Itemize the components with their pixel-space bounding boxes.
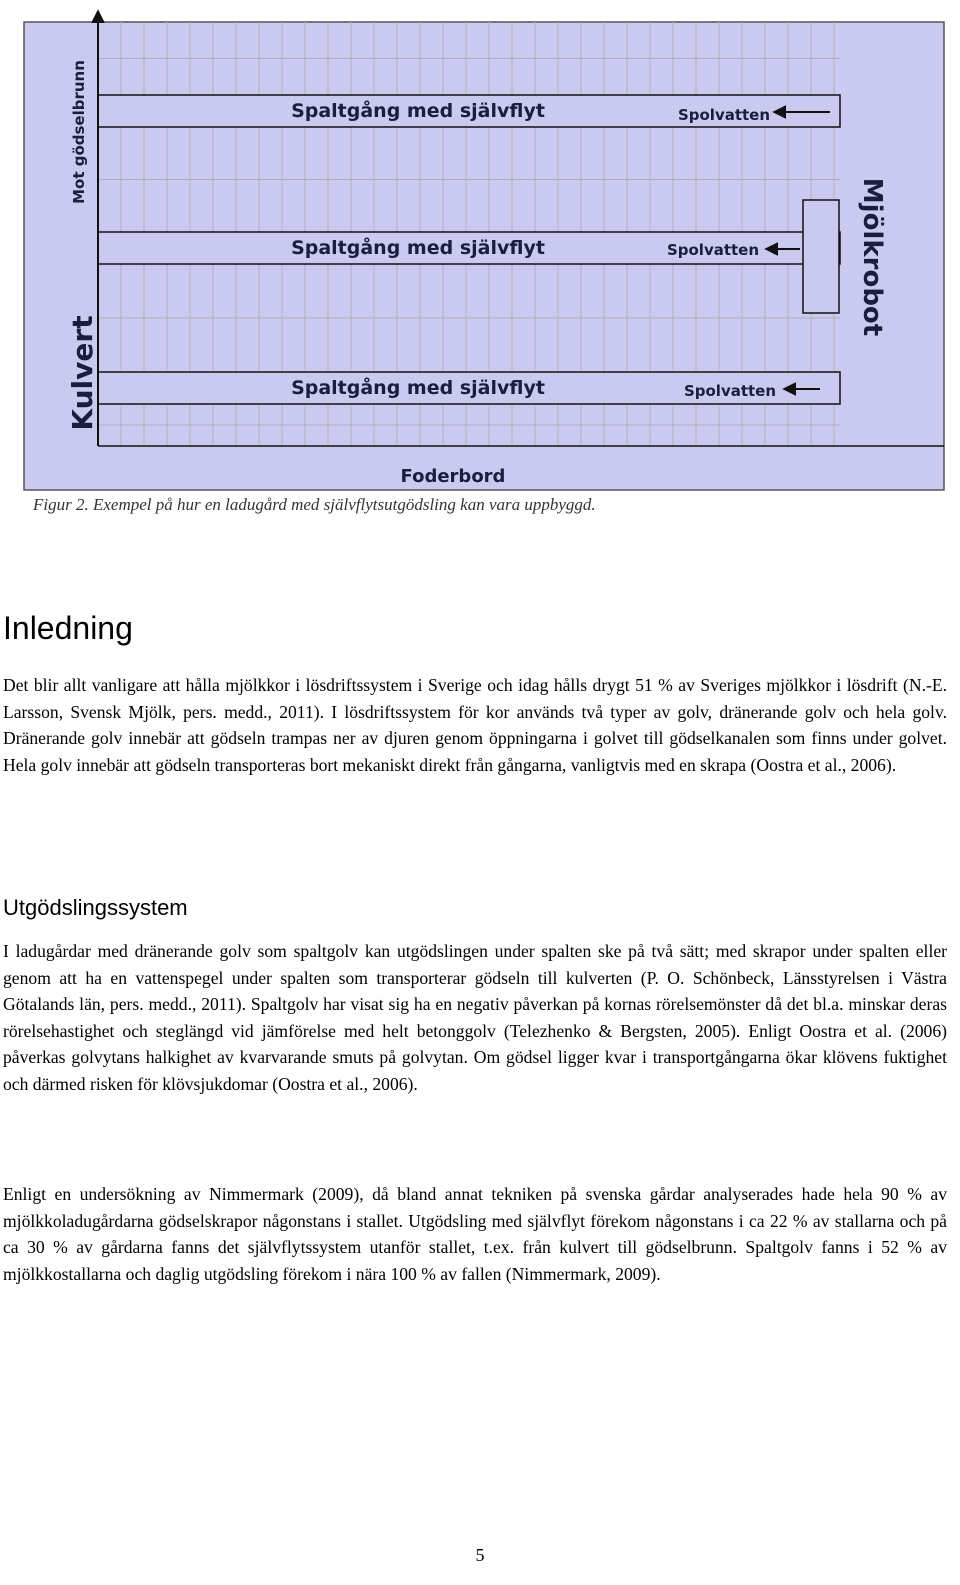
flush-water-bottom-label: Spolvatten — [683, 382, 777, 400]
aisle-top-label: Spaltgång med självflyt — [291, 100, 545, 122]
section-heading-utgodslingssystem: Utgödslingssystem — [3, 895, 188, 920]
figure-caption: Figur 2. Exempel på hur en ladugård med självflytsutgödsling kan vara uppbyggd. — [33, 495, 596, 514]
paragraph-inledning: Det blir allt vanligare att hålla mjölkkor i lösdriftssystem i Sverige och idag hålls drygt 51 % av Sveriges mjölkkor i lösdrift (N.-E. Larsson, Svensk Mjölk, pers. medd., 2011). I lösdriftssystem för kor används två typer av golv, dränerande golv och hela golv. Dränerande golv innebär att gödseln trampas ner av djuren genom öppningarna i golvet till gödselkanalen som finns under golvet. Hela golv innebär att gödseln transporteras bort mekaniskt direkt från gångarna, vanligtvis med en skrapa (Oostra et al., 2006). — [3, 675, 947, 775]
feed-table-label: Foderbord — [400, 466, 506, 487]
paragraph-utgodsling-2: Enligt en undersökning av Nimmermark (2009), då bland annat tekniken på svenska gårdar analyserades hade hela 90 % av mjölkkoladugårdarna gödselskrapor någonstans i stallet. Utgödsling med självflyt förekom någonstans i ca 22 % av stallarna och på ca 30 % av gårdarna fanns det självflytssystem utanför stallet, t.ex. från kulvert till gödselbrunn. Spaltgolv fanns i 52 % av mjölkkostallarna och daglig utgödsling förekom i nära 100 % av fallen (Nimmermark, 2009). — [3, 1184, 947, 1284]
barn-layout-figure — [0, 0, 960, 500]
milking-robot-box — [803, 200, 839, 313]
flush-water-middle-label: Spolvatten — [666, 241, 760, 259]
culvert-label: Kulvert — [66, 315, 99, 431]
section-heading-inledning: Inledning — [3, 610, 133, 646]
page-number: 5 — [475, 1545, 485, 1565]
paragraph-utgodsling-1: I ladugårdar med dränerande golv som spaltgolv kan utgödslingen under spalten ske på två sätt; med skrapor under spalten eller genom att ha en vattenspegel under spalten som transporterar gödseln till kulverten (P. O. Schönbeck, Länsstyrelsen i Västra Götalands län, pers. medd., 2011). Spaltgolv har visat sig ha en negativ påverkan på kornas rörelsemönster då det bl.a. minskar deras rörelsehastighet och steglängd vid jämförelse med helt betonggolv (Telezhenko & Bergsten, 2005). Enligt Oostra et al. (2006) påverkas golvytans halkighet av kvarvarande smuts på golvytan. Om gödsel ligger kvar i transportgångarna ökar klövens fuktighet och därmed risken för klövsjukdomar (Oostra et al., 2006). — [3, 941, 947, 1094]
aisle-middle-label: Spaltgång med självflyt — [291, 237, 545, 259]
to-manure-well-label: Mot gödselbrunn — [70, 60, 88, 204]
aisle-bottom-label: Spaltgång med självflyt — [291, 377, 545, 399]
flush-water-top-label: Spolvatten — [677, 106, 771, 124]
milking-robot-label: Mjölkrobot — [857, 177, 887, 337]
